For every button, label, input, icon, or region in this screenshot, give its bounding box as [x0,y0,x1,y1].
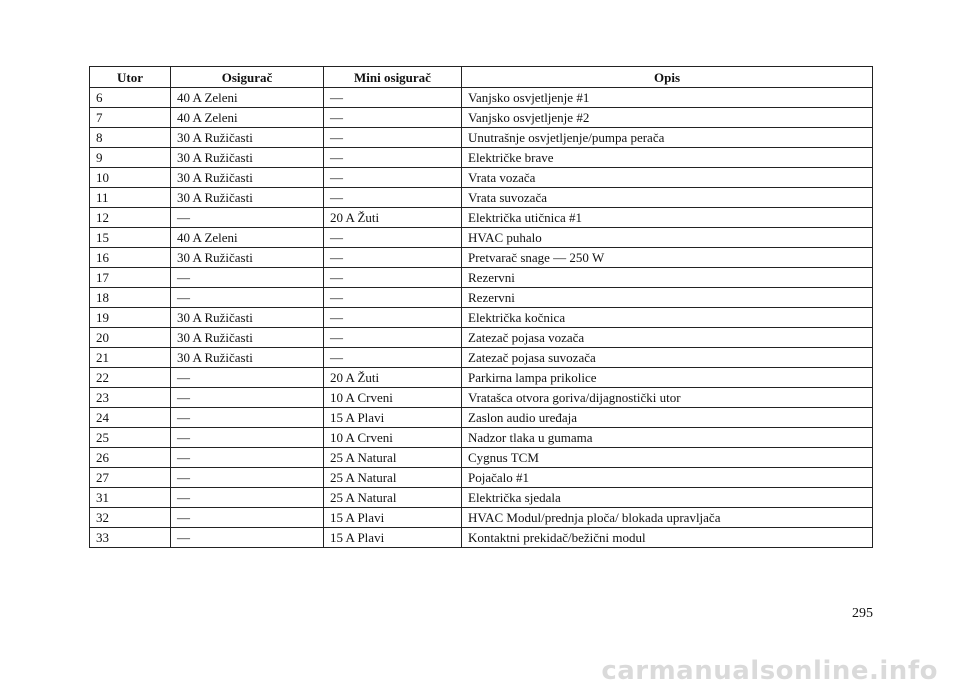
cell-opis: HVAC puhalo [462,228,873,248]
table-row [90,308,873,328]
cell-mini-osigurac: — [324,108,462,128]
cell-osigurac: — [171,508,324,528]
cell-osigurac: — [171,488,324,508]
cell-opis: Cygnus TCM [462,448,873,468]
cell-utor: 15 [90,228,171,248]
cell-osigurac: — [171,408,324,428]
cell-osigurac: 30 A Ružičasti [171,148,324,168]
cell-mini-osigurac: — [324,308,462,328]
table-row [90,108,873,128]
fuse-table [89,66,873,548]
cell-mini-osigurac: 10 A Crveni [324,388,462,408]
cell-mini-osigurac: 25 A Natural [324,468,462,488]
page-number: 295 [852,606,873,621]
cell-osigurac: — [171,528,324,548]
cell-utor: 33 [90,528,171,548]
cell-mini-osigurac: — [324,268,462,288]
cell-mini-osigurac: — [324,128,462,148]
table-row [90,428,873,448]
cell-utor: 6 [90,88,171,108]
header-utor: Utor [90,67,171,88]
table-row [90,128,873,148]
cell-mini-osigurac: — [324,248,462,268]
table-row [90,508,873,528]
cell-opis: Rezervni [462,288,873,308]
cell-utor: 23 [90,388,171,408]
table-row [90,408,873,428]
table-row [90,448,873,468]
cell-mini-osigurac: 20 A Žuti [324,368,462,388]
cell-utor: 25 [90,428,171,448]
cell-osigurac: — [171,448,324,468]
cell-opis: Vratašca otvora goriva/dijagnostički utor [462,388,873,408]
cell-osigurac: 30 A Ružičasti [171,128,324,148]
cell-opis: Pojačalo #1 [462,468,873,488]
cell-opis: Unutrašnje osvjetljenje/pumpa perača [462,128,873,148]
cell-utor: 9 [90,148,171,168]
cell-osigurac: — [171,368,324,388]
cell-opis: Zatezač pojasa vozača [462,328,873,348]
cell-mini-osigurac: 15 A Plavi [324,528,462,548]
cell-osigurac: 40 A Zeleni [171,88,324,108]
cell-opis: Zatezač pojasa suvozača [462,348,873,368]
table-row [90,468,873,488]
table-row [90,148,873,168]
cell-opis: Električka sjedala [462,488,873,508]
cell-opis: Vanjsko osvjetljenje #2 [462,108,873,128]
cell-opis: Vrata suvozača [462,188,873,208]
table-row [90,88,873,108]
cell-mini-osigurac: — [324,228,462,248]
cell-opis: Pretvarač snage — 250 W [462,248,873,268]
cell-osigurac: 30 A Ružičasti [171,168,324,188]
cell-mini-osigurac: — [324,148,462,168]
table-row [90,188,873,208]
cell-utor: 7 [90,108,171,128]
table-row [90,388,873,408]
cell-mini-osigurac: 20 A Žuti [324,208,462,228]
cell-mini-osigurac: — [324,348,462,368]
cell-mini-osigurac: — [324,88,462,108]
cell-utor: 10 [90,168,171,188]
cell-osigurac: — [171,388,324,408]
cell-osigurac: 30 A Ružičasti [171,308,324,328]
table-header-row [90,67,873,88]
cell-utor: 18 [90,288,171,308]
cell-utor: 32 [90,508,171,528]
cell-opis: Kontaktni prekidač/bežični modul [462,528,873,548]
cell-osigurac: — [171,468,324,488]
cell-utor: 8 [90,128,171,148]
cell-osigurac: 30 A Ružičasti [171,348,324,368]
cell-opis: HVAC Modul/prednja ploča/ blokada upravljača [462,508,873,528]
cell-utor: 26 [90,448,171,468]
table-row [90,368,873,388]
cell-utor: 16 [90,248,171,268]
cell-utor: 19 [90,308,171,328]
watermark: carmanualsonline.info [601,656,938,686]
table-row [90,348,873,368]
cell-osigurac: 30 A Ružičasti [171,248,324,268]
cell-osigurac: 30 A Ružičasti [171,328,324,348]
header-osigurac: Osigurač [171,67,324,88]
cell-opis: Nadzor tlaka u gumama [462,428,873,448]
cell-opis: Vanjsko osvjetljenje #1 [462,88,873,108]
cell-mini-osigurac: — [324,188,462,208]
cell-mini-osigurac: 10 A Crveni [324,428,462,448]
table-row [90,268,873,288]
table-row [90,228,873,248]
cell-opis: Zaslon audio uređaja [462,408,873,428]
cell-opis: Rezervni [462,268,873,288]
table-row [90,248,873,268]
cell-opis: Električke brave [462,148,873,168]
cell-utor: 20 [90,328,171,348]
cell-utor: 27 [90,468,171,488]
table-row [90,208,873,228]
cell-utor: 24 [90,408,171,428]
table-body [90,88,873,548]
cell-osigurac: 40 A Zeleni [171,108,324,128]
cell-opis: Električka utičnica #1 [462,208,873,228]
cell-osigurac: 40 A Zeleni [171,228,324,248]
cell-mini-osigurac: — [324,328,462,348]
table-row [90,288,873,308]
cell-mini-osigurac: — [324,288,462,308]
table-row [90,328,873,348]
cell-mini-osigurac: 15 A Plavi [324,508,462,528]
cell-osigurac: — [171,208,324,228]
cell-utor: 21 [90,348,171,368]
cell-osigurac: — [171,288,324,308]
table-row [90,528,873,548]
cell-osigurac: — [171,268,324,288]
cell-utor: 11 [90,188,171,208]
cell-utor: 12 [90,208,171,228]
cell-utor: 31 [90,488,171,508]
cell-utor: 17 [90,268,171,288]
header-opis: Opis [462,67,873,88]
cell-mini-osigurac: 15 A Plavi [324,408,462,428]
cell-opis: Vrata vozača [462,168,873,188]
cell-mini-osigurac: 25 A Natural [324,488,462,508]
cell-opis: Električka kočnica [462,308,873,328]
cell-mini-osigurac: — [324,168,462,188]
cell-opis: Parkirna lampa prikolice [462,368,873,388]
cell-utor: 22 [90,368,171,388]
cell-osigurac: 30 A Ružičasti [171,188,324,208]
cell-mini-osigurac: 25 A Natural [324,448,462,468]
table-row [90,488,873,508]
table-row [90,168,873,188]
cell-osigurac: — [171,428,324,448]
header-mini-osigurac: Mini osigurač [324,67,462,88]
